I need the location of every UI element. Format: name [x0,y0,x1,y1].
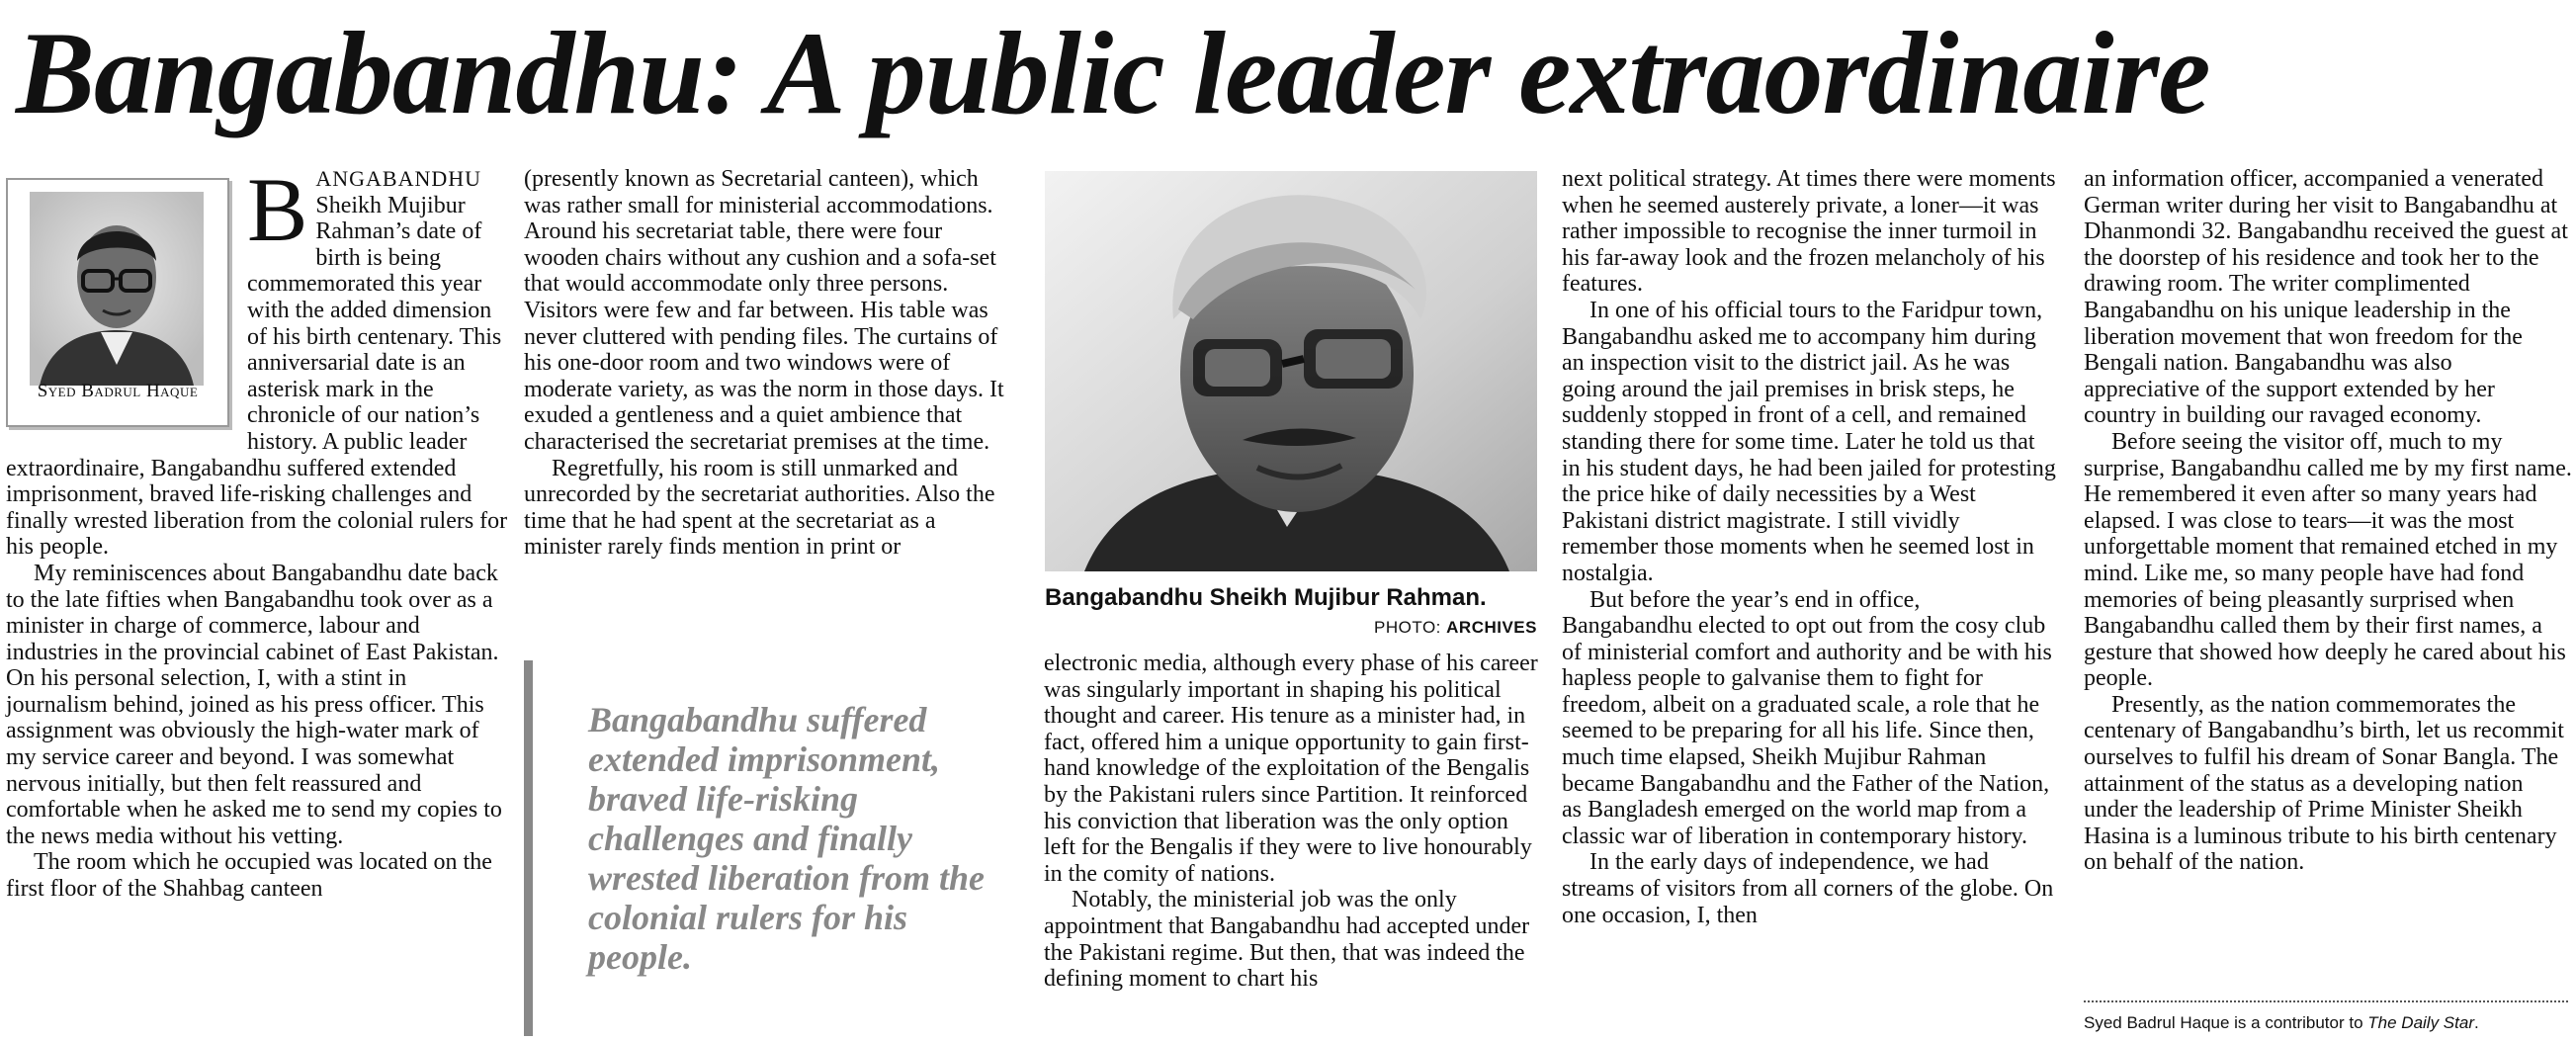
article-headline: Bangabandhu: A public leader extraordinaire [16,7,2210,138]
col2-paragraph-2: Regretfully, his room is still unmarked and unrecorded by the secretariat authorities. Also the time that he had spent at the secretariat as a minister rarely finds mention in print or [524,455,995,561]
col2-paragraph-1: (presently known as Secretarial canteen), which was rather small for ministerial accommodations. Around his secretariat table, there were four wooden chairs without any cushion and a sofa-set that would accommodate only three persons. Visitors were few and far between. His table was never cluttered with pending files. The curtains of his one-door room and two windows were of moderate variety, as was the norm in those days. It exuded a gentleness and a quiet ambience that characterised the secretariat premises at the time. [524,166,1004,455]
contributor-end: . [2473,1013,2479,1032]
lead-caps: ANGABANDHU [315,166,482,191]
photo-credit-label: PHOTO: [1374,618,1447,637]
article-column-3 [1044,651,1538,993]
col5-paragraph-2: Before seeing the visitor off, much to my surprise, Bangabandhu called me by my first name. He remembered it even after so many years had elapsed. I was close to tears—it was the most unforgettable moment that remained etched in my mind. Like me, so many people have had fond memories of being pleasantly surprised when Bangabandhu called them by their first names, a gesture that showed how deeply he cared about his people. [2084,428,2572,692]
col3-paragraph-1: electronic media, although every phase of his career was singularly important in shaping his political thought and career. His tenure as a minister had, in fact, offered him a unique opportunity to gain first-hand knowledge of the exploitation of the Bengalis by the Pakistani rulers since Partition. It reinforced his conviction that liberation was the only option left for the Bengalis if they were to live honourably in the comity of nations. [1044,651,1538,887]
contributor-text: Syed Badrul Haque is a contributor to [2084,1013,2368,1032]
article-column-4 [1562,166,2056,928]
col5-paragraph-3: Presently, as the nation commemorates the centenary of Bangabandhu’s birth, let us recommit ourselves to fulfil his dream of Sonar Bangla. The attainment of the status as a developing nation under the leadership of Prime Minister Sheikh Hasina is a luminous tribute to his birth centenary on behalf of the nation. [2084,691,2564,876]
col4-paragraph-2: In one of his official tours to the Faridpur town, Bangabandhu asked me to accompany him during an inspection visit to the district jail. As he was going around the jail premises in brisk steps, he suddenly stopped in front of a cell, and remained standing there for some time. Later he told us that in his student days, he had been jailed for protesting the price hike of daily necessities by a West Pakistani district magistrate. I still vividly remember those moments when he seemed lost in nostalgia. [1562,297,2056,586]
col1-paragraph-1: My reminiscences about Bangabandhu date back to the late fifties when Bangabandhu took over as a minister in charge of commerce, labour and industries in the provincial cabinet of East Pakistan. On his personal selection, I, with a stint in journalism behind, joined as his press officer. This assignment was obviously the high-water mark of my service career and beyond. I was somewhat nervous initially, but then felt reassured and comfortable when he asked me to send my copies to the news media without his vetting. [6,560,502,849]
col4-paragraph-1: next political strategy. At times there were moments when he seemed austerely private, a loner—it was rather impossible to recognise the inner turmoil in his far-away look and the frozen melancholy of his features. [1562,166,2056,298]
article-column-5 [2084,166,2572,876]
bangabandhu-photo [1045,171,1537,571]
article-column-2 [524,166,1018,561]
photo-credit [1045,618,1537,638]
author-portrait-box [6,178,229,427]
col3-paragraph-2: Notably, the ministerial job was the only appointment that Bangabandhu had accepted under the Pakistani regime. But then, that was indeed the defining moment to chart his [1044,887,1530,993]
pull-quote [524,660,1005,1036]
pull-quote-text: Bangabandhu suffered extended imprisonment, braved life-risking challenges and finally wrested liberation from the colonial rulers for his people. [588,700,986,977]
drop-cap: B [247,159,308,260]
contributor-publication: The Daily Star [2367,1013,2474,1032]
contributor-divider [2084,1000,2568,1002]
photo-credit-source: ARCHIVES [1446,618,1537,637]
lead-text: Sheikh Mujibur Rahman’s date of birth is being commemorated this year with the added dimension of his birth centenary. This anniversarial date is an asterisk mark in the chronicle of our nation’s history. A public leader extraordinaire, Bangabandhu suffered extended imprisonment, braved life-risking challenges and finally wrested liberation from the colonial rulers for his people. [6,192,508,561]
col4-paragraph-3: But before the year’s end in office, Bangabandhu elected to opt out from the cosy club of ministerial comfort and authority and be with his hapless people to galvanise them to fight for freedom, albeit on a graduated scale, a role that he seemed to be preparing for all his life. Since then, much time elapsed, Sheikh Mujibur Rahman became Bangabandhu and the Father of the Nation, as Bangladesh emerged on the world map from a classic war of liberation in contemporary history. [1562,586,2052,849]
col5-paragraph-1: an information officer, accompanied a venerated German writer during her visit to Bangabandhu at Dhanmondi 32. Bangabandhu received the guest at the doorstep of his residence and took her to the drawing room. The writer complimented Bangabandhu on his unique leadership in the liberation movement that won freedom for the Bengali nation. Bangabandhu was also appreciative of the support extended by her country in building our ravaged economy. [2084,166,2568,429]
author-name: Syed Badrul Haque [37,381,199,401]
author-portrait-image [30,192,204,386]
article-column-1 [6,159,508,903]
col4-paragraph-4: In the early days of independence, we had streams of visitors from all corners of the globe. On one occasion, I, then [1562,849,2054,928]
contributor-note [2084,1012,2572,1034]
photo-caption: Bangabandhu Sheikh Mujibur Rahman. [1045,584,1487,611]
col1-paragraph-2: The room which he occupied was located on the first floor of the Shahbag canteen [6,849,492,903]
